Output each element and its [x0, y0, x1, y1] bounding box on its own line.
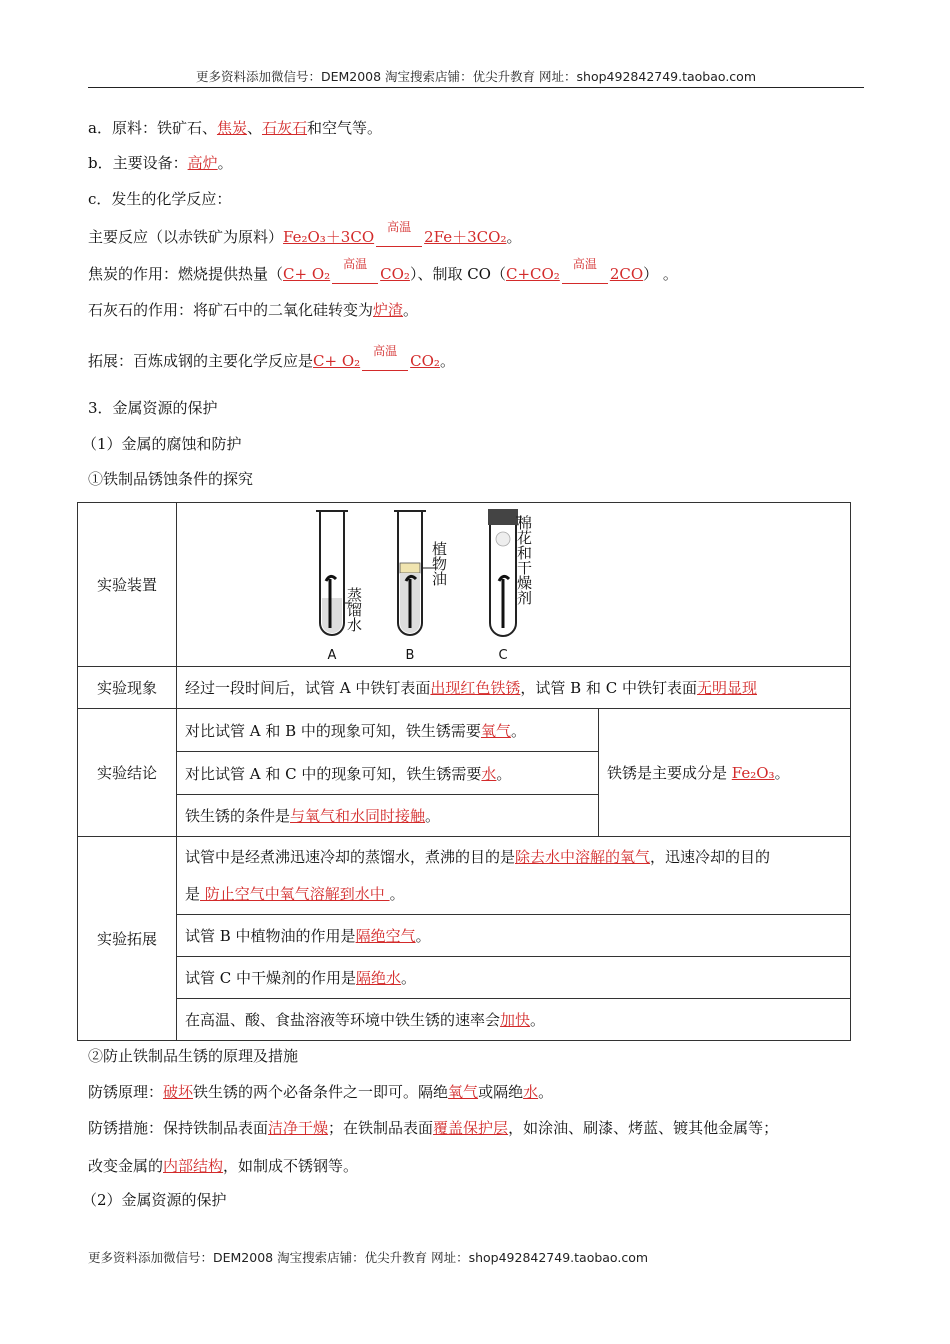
text: b．主要设备：	[88, 154, 188, 172]
rust-composition-cell	[599, 709, 851, 837]
table-row	[78, 667, 851, 709]
phenomenon-cell	[177, 667, 851, 709]
text: 。	[389, 884, 405, 903]
text: 改变金属的	[88, 1157, 164, 1175]
text: 、	[246, 119, 262, 137]
text: 。	[496, 764, 512, 783]
text: 经过一段时间后，试管 A 中铁钉表面	[185, 679, 431, 697]
line-limestone-role	[88, 300, 418, 320]
line-coke-role	[88, 257, 678, 284]
table-row	[78, 503, 851, 667]
answer: 无明显现	[696, 679, 757, 697]
extension-cell	[177, 957, 851, 999]
text: 。	[401, 969, 417, 987]
answer: 破坏	[163, 1083, 194, 1101]
text: 主要反应（以赤铁矿为原料）	[88, 228, 284, 246]
condition-arrow	[376, 220, 422, 247]
equation-rhs: CO₂	[410, 352, 440, 370]
line-main-reaction	[88, 220, 522, 247]
text: ，如涂油、刷漆、烤蓝、镀其他金属等；	[508, 1119, 779, 1137]
text: 在高温、酸、食盐溶液等环境中铁生锈的速率会	[185, 1011, 501, 1029]
answer: 水	[481, 764, 497, 783]
subsubsection-heading: ②防止铁制品生锈的原理及措施	[88, 1047, 299, 1065]
table-row	[78, 837, 851, 915]
page-header: 更多资料添加微信号：DEM2008 淘宝搜索店铺：优尖升教育 网址：shop492842749.taobao.com	[195, 69, 757, 84]
answer: 出现红色铁锈	[430, 679, 521, 697]
line-equipment	[88, 153, 233, 173]
conclusion-cell	[177, 795, 599, 837]
extension-cell	[177, 837, 851, 915]
text: 。	[403, 301, 419, 319]
line-rust-measures-cont	[88, 1156, 358, 1176]
label-cotton-desiccant: 棉花和干燥剂	[515, 515, 533, 605]
tube-label-a: A	[327, 648, 337, 663]
text: 焦炭的作用：燃烧提供热量（	[88, 265, 284, 283]
answer: 石灰石	[261, 119, 307, 137]
condition-arrow	[332, 257, 378, 284]
text: 。	[439, 352, 455, 370]
text: 铁锈是主要成分是	[607, 764, 732, 782]
text: 。	[217, 154, 233, 172]
subsection-heading: （1）金属的腐蚀和防护	[82, 435, 242, 453]
answer: 高炉	[187, 154, 218, 172]
header-rule	[88, 87, 864, 88]
equation-lhs: Fe₂O₃＋3CO	[283, 228, 375, 246]
row-label: 实验现象	[78, 667, 177, 709]
extension-cell	[177, 915, 851, 957]
condition-arrow	[362, 344, 408, 371]
conclusion-cell	[177, 752, 599, 795]
label-vegetable-oil: 植物油	[430, 541, 448, 586]
text: ，试管 B 和 C 中铁钉表面	[520, 679, 697, 697]
answer: 加快	[500, 1011, 531, 1029]
condition-label: 高温	[387, 220, 412, 234]
text: 。	[425, 807, 441, 825]
text: 。	[510, 721, 526, 740]
condition-arrow	[562, 257, 608, 284]
text: 铁生锈的条件是	[185, 807, 291, 825]
text: 。	[415, 927, 431, 945]
text: 试管 C 中干燥剂的作用是	[185, 969, 357, 987]
experiment-table	[77, 502, 851, 1041]
section-heading: 3．金属资源的保护	[88, 399, 218, 417]
equation-rhs: CO₂	[380, 265, 410, 283]
label-distilled-water: 蒸馏水	[345, 587, 363, 632]
answer: 氧气	[480, 721, 511, 740]
text: 。	[530, 1011, 546, 1029]
answer: 与氧气和水同时接触	[290, 807, 426, 825]
extension-line	[185, 876, 842, 913]
answer: 水	[523, 1083, 539, 1101]
text: ） 。	[643, 265, 678, 283]
answer: 防止空气中氧气溶解到水中	[200, 884, 390, 903]
answer: 炉渣	[373, 301, 404, 319]
text: ，如制成不锈钢等。	[223, 1157, 359, 1175]
extension-cell	[177, 999, 851, 1041]
line-rust-principle	[88, 1082, 553, 1102]
text: 防锈措施：保持铁制品表面	[88, 1119, 269, 1137]
text: 石灰石的作用：将矿石中的二氧化硅转变为	[88, 301, 374, 319]
text: 或隔绝	[478, 1083, 524, 1101]
text: 试管中是经煮沸迅速冷却的蒸馏水，煮沸的目的是	[185, 847, 516, 866]
line-raw-materials	[88, 118, 382, 138]
table-row	[78, 999, 851, 1041]
condition-label: 高温	[343, 257, 368, 271]
tube-label-c: C	[498, 648, 508, 663]
equation-rhs: 2CO	[609, 265, 644, 283]
equation-lhs: C+CO₂	[505, 265, 560, 283]
condition-label: 高温	[373, 344, 398, 358]
text: 拓展：百炼成钢的主要化学反应是	[88, 352, 314, 370]
tube-a	[316, 511, 348, 635]
answer: 内部结构	[163, 1157, 224, 1175]
line-rust-measures	[88, 1118, 778, 1138]
equation-lhs: C+ O₂	[313, 352, 361, 370]
equation-rhs: 2Fe＋3CO₂	[424, 228, 507, 246]
text: 铁生锈的两个必备条件之一即可。隔绝	[193, 1083, 449, 1101]
row-label: 实验结论	[78, 709, 177, 837]
row-label: 实验拓展	[78, 837, 177, 1041]
extension-line	[185, 839, 842, 876]
text: 对比试管 A 和 B 中的现象可知，铁生锈需要	[185, 721, 481, 740]
answer: 洁净干燥	[268, 1119, 329, 1137]
text: 。	[506, 228, 522, 246]
condition-label: 高温	[572, 257, 597, 271]
answer: Fe₂O₃	[731, 764, 775, 782]
answer: 隔绝空气	[355, 927, 416, 945]
page-footer: 更多资料添加微信号：DEM2008 淘宝搜索店铺：优尖升教育 网址：shop492842749.taobao.com	[88, 1250, 649, 1265]
row-label: 实验装置	[78, 503, 177, 667]
table-row	[78, 709, 851, 752]
text: 是	[185, 884, 201, 903]
line-reactions-heading: c．发生的化学反应：	[88, 190, 232, 208]
answer: 除去水中溶解的氧气	[515, 847, 651, 866]
text: ）、制取 CO（	[409, 265, 506, 283]
table-row	[78, 957, 851, 999]
text: ，迅速冷却的目的	[650, 847, 771, 866]
answer: 氧气	[448, 1083, 479, 1101]
subsubsection-heading: ①铁制品锈蚀条件的探究	[88, 470, 254, 488]
table-row	[78, 915, 851, 957]
tube-label-b: B	[405, 648, 415, 663]
line-steelmaking	[88, 344, 455, 371]
equation-lhs: C+ O₂	[283, 265, 331, 283]
answer: 覆盖保护层	[433, 1119, 509, 1137]
text: a．原料：铁矿石、	[88, 119, 217, 137]
answer: 焦炭	[216, 119, 247, 137]
apparatus-cell	[177, 503, 851, 667]
text: 。	[538, 1083, 554, 1101]
text: ；在铁制品表面	[328, 1119, 434, 1137]
text: 防锈原理：	[88, 1083, 164, 1101]
conclusion-cell	[177, 709, 599, 752]
text: 对比试管 A 和 C 中的现象可知，铁生锈需要	[185, 764, 482, 783]
answer: 隔绝水	[356, 969, 402, 987]
test-tube-figure	[300, 503, 700, 666]
text: 试管 B 中植物油的作用是	[185, 927, 356, 945]
text: 。	[774, 764, 790, 782]
subsection-heading: （2）金属资源的保护	[82, 1191, 227, 1209]
text: 和空气等。	[307, 119, 383, 137]
